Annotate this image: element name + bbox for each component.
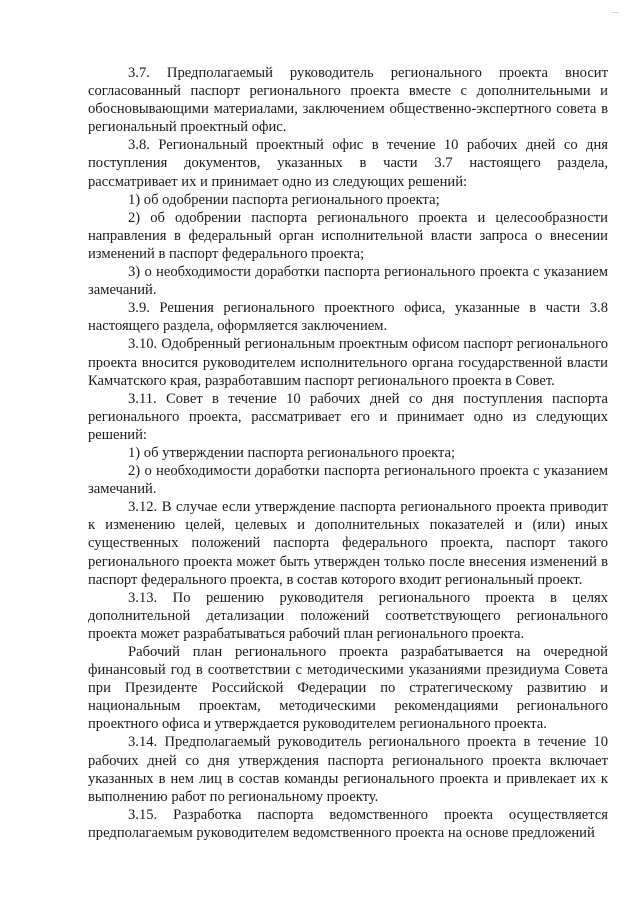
- list-item-3-8-1: 1) об одобрении паспорта регионального проекта;: [128, 191, 440, 208]
- scan-corner-mark: [612, 12, 618, 13]
- list-item-3-11-2: 2) о необходимости доработки паспорта регионального проекта с указанием замечаний.: [88, 463, 608, 498]
- paragraph-3-11: 3.11. Совет в течение 10 рабочих дней со дня поступления паспорта регионального проекта, рассматривает его и принимает одно из следующих решений:: [88, 390, 608, 443]
- paragraph-3-12: 3.12. В случае если утверждение паспорта регионального проекта приводит к изменению целей, целевых и дополнительных показателей и (или) иных существенных положений паспорта федерального проекта, паспорт такого регионального проекта может быть утвержден только после внесения изменений в паспорт федерального проекта, в состав которого входит региональный проект.: [88, 499, 608, 588]
- paragraph-work-plan: Рабочий план регионального проекта разрабатывается на очередной финансовый год в соответствии с методическими указаниями президиума Совета при Президенте Российской Федерации по стратегическому развитию и национальным проектам, методическими рекомендациями регионального проектного офиса и утверждается руководителем регионального проекта.: [88, 644, 608, 733]
- list-item-3-11-1: 1) об утверждении паспорта регионального проекта;: [128, 444, 456, 461]
- document-page: [88, 64, 608, 842]
- list-item-3-8-2: 2) об одобрении паспорта регионального проекта и целесообразности направления в федеральный орган исполнительной власти запроса о внесении изменений в паспорт федерального проекта;: [88, 209, 608, 262]
- list-item-3-8-3: 3) о необходимости доработки паспорта регионального проекта с указанием замечаний.: [88, 264, 608, 299]
- paragraph-3-15: 3.15. Разработка паспорта ведомственного проекта осуществляется предполагаемым руководителем ведомственного проекта на основе предложений: [88, 806, 608, 841]
- paragraph-3-7: 3.7. Предполагаемый руководитель регионального проекта вносит согласованный паспорт регионального проекта вместе с дополнительными и обосновывающими материалами, заключением общественно-экспертного совета в региональный проектный офис.: [88, 65, 608, 136]
- paragraph-3-9: 3.9. Решения регионального проектного офиса, указанные в части 3.8 настоящего раздела, оформляется заключением.: [88, 300, 608, 335]
- paragraph-3-10: 3.10. Одобренный региональным проектным офисом паспорт регионального проекта вносится руководителем исполнительного органа государственной власти Камчатского края, разработавшим паспорт регионального проекта в Совет.: [88, 336, 608, 389]
- paragraph-3-13: 3.13. По решению руководителя регионального проекта в целях дополнительной детализации положений соответствующего регионального проекта может разрабатываться рабочий план регионального проекта.: [88, 589, 608, 642]
- paragraph-3-8: 3.8. Региональный проектный офис в течение 10 рабочих дней со дня поступления документов, указанных в части 3.7 настоящего раздела, рассматривает их и принимает одно из следующих решений:: [88, 137, 608, 190]
- paragraph-3-14: 3.14. Предполагаемый руководитель регионального проекта в течение 10 рабочих дней со дня утверждения паспорта регионального проекта включает указанных в нем лиц в состав команды регионального проекта и привлекает их к выполнению работ по региональному проекту.: [88, 734, 608, 805]
